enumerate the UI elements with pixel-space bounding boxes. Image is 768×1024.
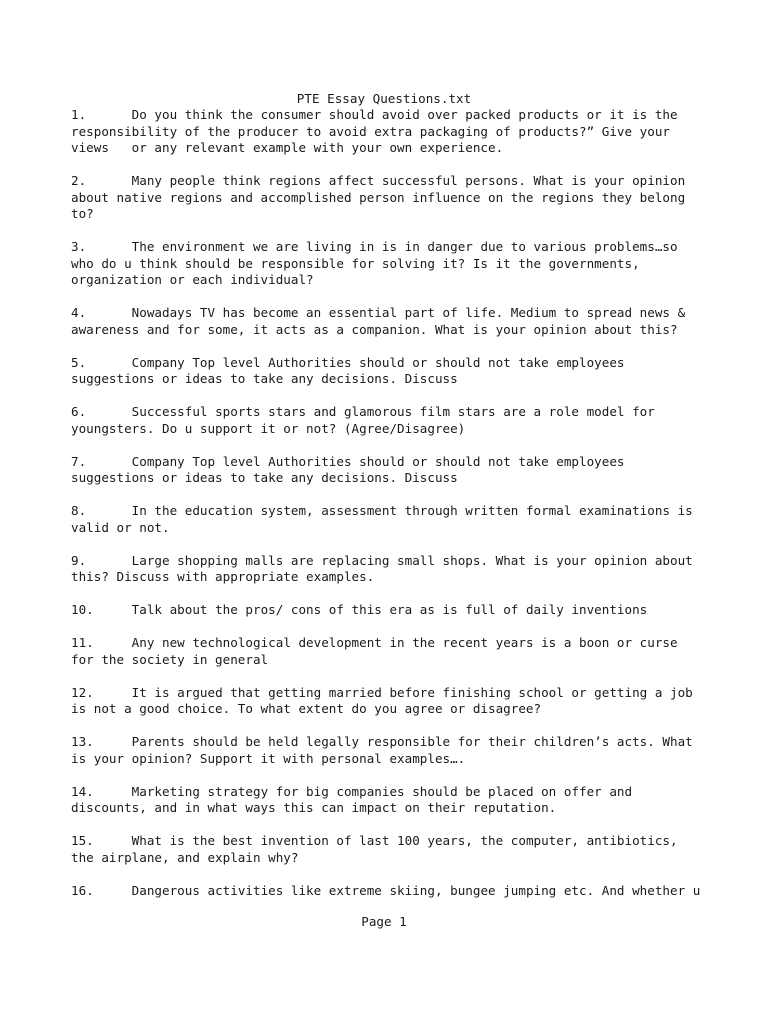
question-number: 1.: [71, 107, 87, 122]
question-item: [71, 734, 701, 767]
question-text: Do you think the consumer should avoid over packed products or it is the responsibility of the producer to avoid extra packaging of products?” Give your views or any relevant example with your own experience.: [71, 107, 686, 155]
question-number: 16.: [71, 882, 94, 898]
question-number: 5.: [71, 354, 87, 370]
question-text: Many people think regions affect successful persons. What is your opinion about native regions and accomplished person influence on the regions they belong to?: [71, 173, 693, 221]
question-text: In the education system, assessment through written formal examinations is valid or not.: [71, 503, 701, 535]
question-number: 12.: [71, 684, 94, 700]
question-item: [71, 107, 701, 157]
question-item: [71, 883, 701, 900]
question-list: [71, 107, 701, 899]
question-indent: [86, 553, 132, 568]
question-number: 4.: [71, 305, 87, 320]
question-indent: [94, 784, 132, 799]
question-text: What is the best invention of last 100 years, the computer, antibiotics, the airplane, and explain why?: [71, 833, 686, 865]
question-item: [71, 553, 701, 586]
question-number: 11.: [71, 635, 94, 650]
question-indent: [94, 833, 132, 848]
question-indent: [86, 355, 132, 370]
question-number: 13.: [71, 734, 94, 749]
question-item: [71, 404, 701, 437]
question-number: 2.: [71, 173, 87, 188]
question-number: 9.: [71, 552, 87, 568]
question-text: The environment we are living in is in danger due to various problems…so who do u think should be responsible for solving it? Is it the governments, organization or each individual?: [71, 239, 686, 287]
question-indent: [94, 635, 132, 650]
question-text: Company Top level Authorities should or should not take employees suggestions or ideas to take any decisions. Discuss: [71, 453, 633, 485]
question-text: Nowadays TV has become an essential part of life. Medium to spread news & awareness and for some, it acts as a companion. What is your opinion about this?: [71, 305, 693, 337]
question-indent: [86, 305, 132, 320]
question-indent: [86, 454, 132, 469]
question-text: Parents should be held legally responsible for their children’s acts. What is your opinion? Support it with personal examples….: [71, 734, 701, 766]
question-indent: [86, 404, 132, 419]
question-text: Company Top level Authorities should or should not take employees suggestions or ideas to take any decisions. Discuss: [71, 354, 633, 386]
question-text: Successful sports stars and glamorous film stars are a role model for youngsters. Do u support it or not? (Agree/Disagree): [71, 404, 663, 436]
question-indent: [94, 602, 132, 617]
question-item: [71, 305, 701, 338]
page-number: Page 1: [361, 914, 407, 929]
question-item: [71, 784, 701, 817]
question-item: [71, 685, 701, 718]
question-number: 10.: [71, 602, 94, 617]
question-text: Large shopping malls are replacing small shops. What is your opinion about this? Discuss with appropriate examples.: [71, 552, 701, 584]
question-number: 6.: [71, 404, 87, 419]
question-indent: [86, 239, 132, 254]
question-text: Talk about the pros/ cons of this era as is full of daily inventions: [131, 602, 648, 617]
question-indent: [86, 173, 132, 188]
question-indent: [86, 107, 132, 122]
question-indent: [86, 503, 132, 518]
question-indent: [94, 883, 132, 898]
question-number: 3.: [71, 239, 87, 254]
question-item: [71, 173, 701, 223]
question-item: [71, 355, 701, 388]
question-item: [71, 602, 701, 619]
question-text: It is argued that getting married before finishing school or getting a job is not a good choice. To what extent do you agree or disagree?: [71, 684, 701, 716]
question-number: 14.: [71, 783, 94, 799]
question-indent: [94, 685, 132, 700]
question-item: [71, 239, 701, 289]
question-text: Marketing strategy for big companies should be placed on offer and discounts, and in what ways this can impact on their reputation.: [71, 783, 640, 815]
document-title: PTE Essay Questions.txt: [296, 91, 472, 106]
question-number: 15.: [71, 833, 94, 848]
question-text: Dangerous activities like extreme skiing, bungee jumping etc. And whether u: [131, 882, 701, 898]
question-item: [71, 454, 701, 487]
question-indent: [94, 734, 132, 749]
question-item: [71, 503, 701, 536]
question-item: [71, 635, 701, 668]
question-text: Any new technological development in the recent years is a boon or curse for the society in general: [71, 635, 686, 667]
question-item: [71, 833, 701, 866]
question-number: 7.: [71, 453, 87, 469]
question-number: 8.: [71, 503, 87, 518]
